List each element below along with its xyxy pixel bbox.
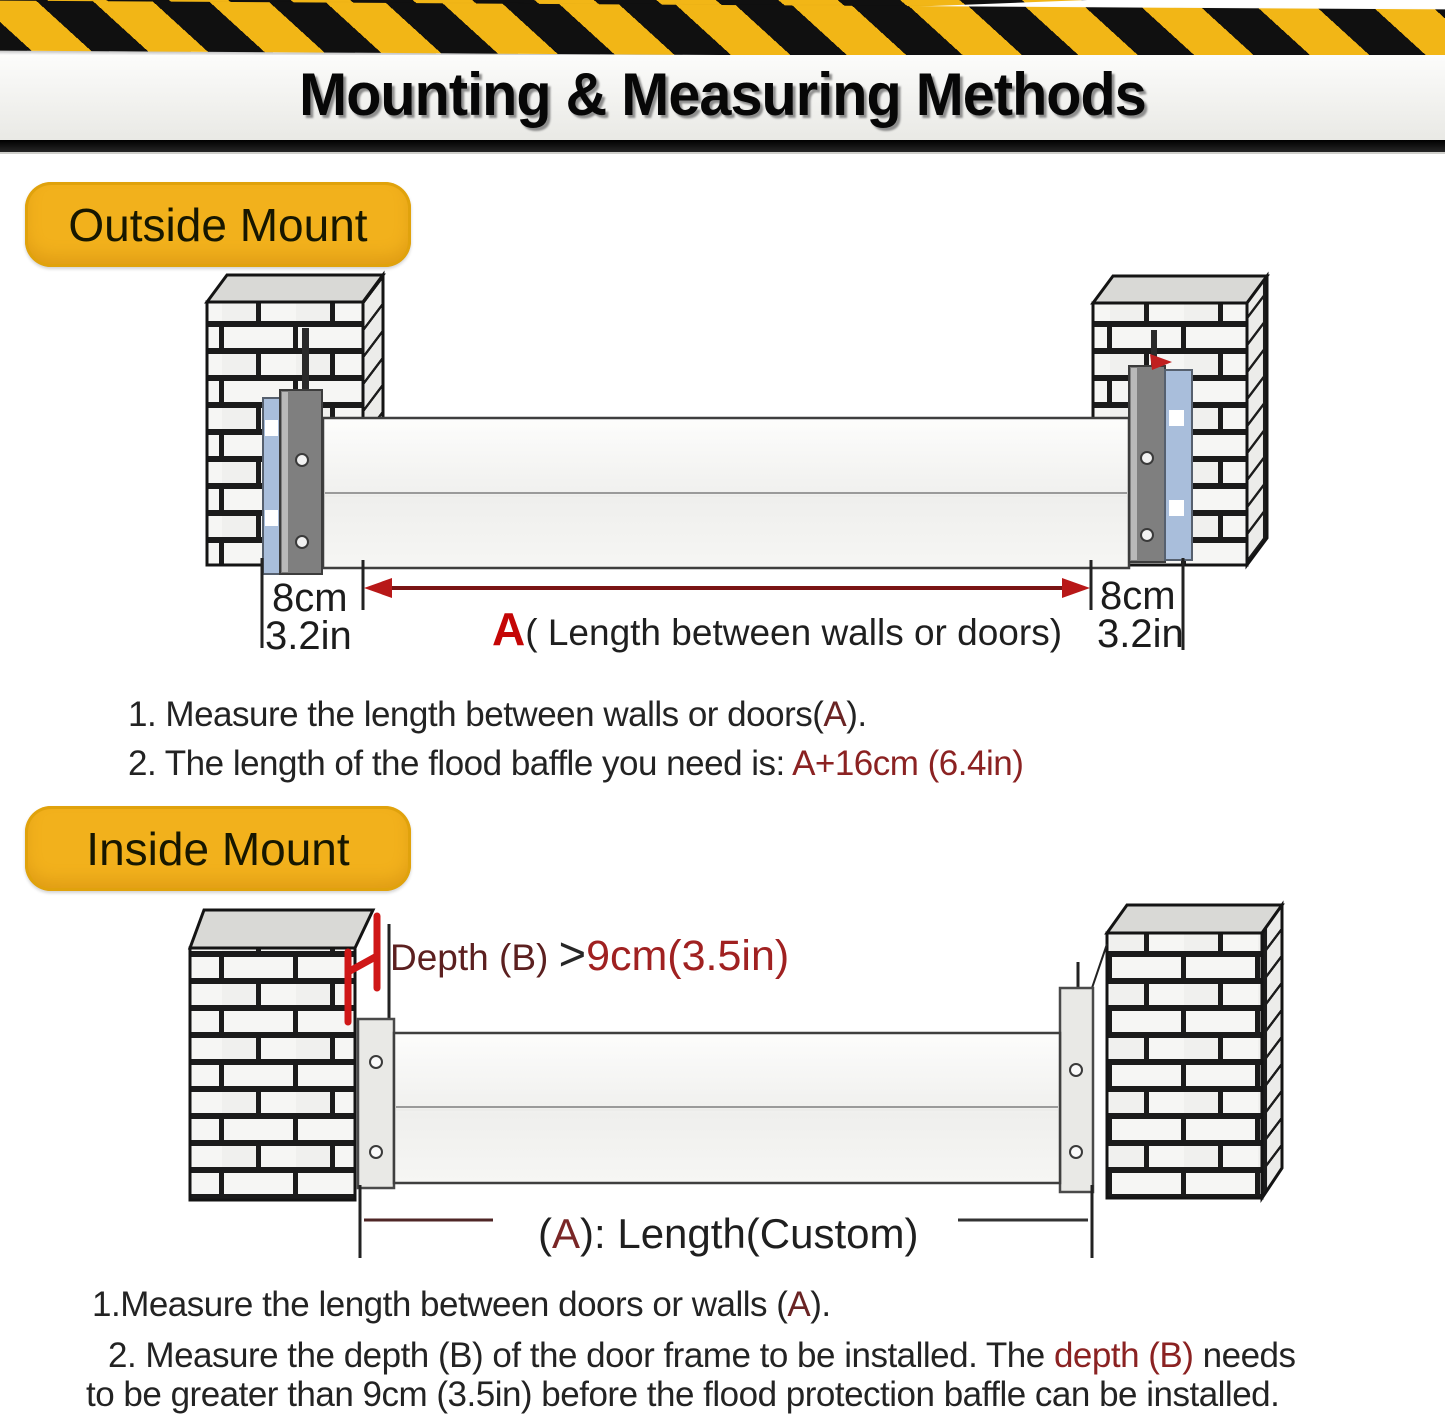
inside-instr3-text: to be greater than 9cm (3.5in) before the flood protection baffle can be installed. <box>86 1375 1280 1414</box>
arrowhead-right <box>1062 578 1090 598</box>
outside-instr1-suffix: ). <box>846 695 867 734</box>
outside-instr1-highlight: A <box>823 695 847 734</box>
outside-instr2-prefix: 2. The length of the flood baffle you need is: <box>128 744 793 783</box>
length-pre: ( <box>538 1210 552 1257</box>
inside-instruction-3 <box>86 1375 1279 1415</box>
page-title: Mounting & Measuring Methods <box>299 61 1146 128</box>
length-annotation <box>538 1210 918 1258</box>
length-rest: ): Length(Custom) <box>580 1210 919 1257</box>
arrowhead-left <box>364 578 392 598</box>
outside-mount-label <box>25 182 411 267</box>
outside-instr2-highlight: A+16cm (6.4in) <box>792 744 1024 783</box>
depth-value: 9cm(3.5in) <box>586 932 790 980</box>
outside-left-channel <box>263 390 322 574</box>
outside-span-label <box>492 602 1062 656</box>
outside-instr1-prefix: 1. Measure the length between walls or doors( <box>128 695 824 734</box>
inside-instr1-highlight: A <box>787 1285 811 1324</box>
flood-barrier <box>323 418 1129 568</box>
inside-right-pillar <box>1078 905 1282 1198</box>
inside-instruction-2 <box>108 1336 1296 1376</box>
inside-right-channel <box>1060 988 1093 1192</box>
inside-instr1-suffix: ). <box>810 1285 831 1324</box>
inside-instr1-prefix: 1.Measure the length between doors or walls ( <box>92 1285 788 1324</box>
inside-instr2-prefix: 2. Measure the depth (B) of the door frame to be installed. The <box>108 1336 1054 1375</box>
depth-gt-sign: > <box>558 927 587 980</box>
depth-annotation <box>390 926 789 981</box>
outside-right-offset-in: 3.2in <box>1097 612 1184 656</box>
outside-mount-label-text: Outside Mount <box>68 198 368 251</box>
inside-instr2-suffix: needs <box>1193 1336 1296 1375</box>
span-label-a: A <box>492 603 526 655</box>
inside-flood-barrier <box>394 1033 1060 1183</box>
hazard-tape-icon <box>0 0 1445 59</box>
inside-instruction-1 <box>92 1285 831 1325</box>
outside-instruction-2 <box>128 744 1023 784</box>
inside-instr2-highlight: depth (B) <box>1053 1336 1194 1375</box>
span-label-rest: ( Length between walls or doors) <box>525 612 1063 653</box>
header-divider <box>0 140 1445 154</box>
header <box>0 0 1445 155</box>
outside-right-channel <box>1129 354 1192 562</box>
inside-mount-label <box>25 806 411 891</box>
outside-right-offset-cm: 8cm <box>1100 574 1176 618</box>
inside-left-channel <box>358 1019 394 1188</box>
outside-left-offset-cm: 8cm <box>272 576 348 620</box>
inside-mount-label-text: Inside Mount <box>86 822 350 875</box>
length-a: A <box>552 1210 581 1257</box>
depth-label: Depth (B) <box>390 937 559 978</box>
outside-instruction-1 <box>128 695 867 735</box>
outside-left-offset-in: 3.2in <box>265 614 352 658</box>
